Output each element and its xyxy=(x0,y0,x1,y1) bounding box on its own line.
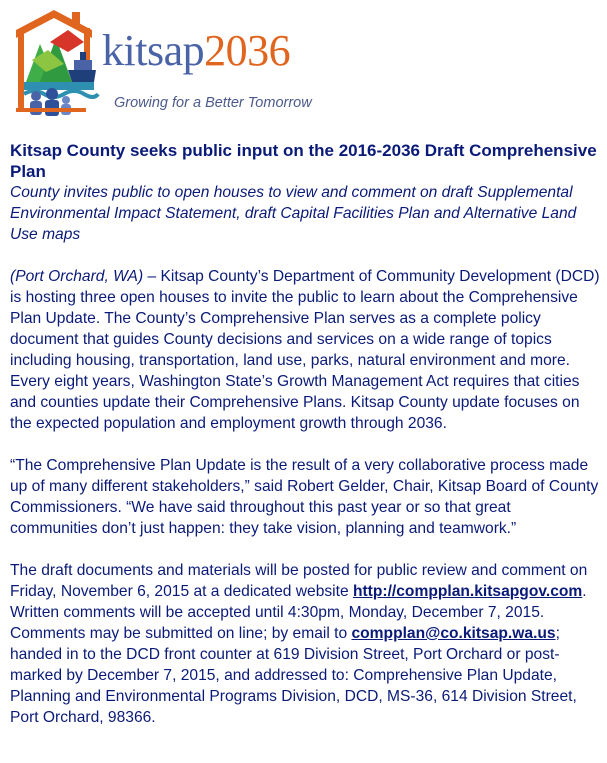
paragraph-comments xyxy=(10,560,600,728)
dateline: (Port Orchard, WA) xyxy=(10,268,144,285)
paragraph-comments-part3: ; handed in to the DCD front counter at 619 Division Street, Port Orchard or post-marked by December 7, 2015, and addressed to: Comprehensive Plan Update, Planning and Environmental Programs Division, DCD, MS-36, 614 Division Street, Port Orchard, 98366. xyxy=(10,625,577,726)
spacer xyxy=(10,539,600,560)
spacer xyxy=(10,245,600,266)
email-link[interactable]: compplan@co.kitsap.wa.us xyxy=(351,625,556,642)
logo-tagline: Growing for a Better Tomorrow xyxy=(114,95,312,111)
paragraph-intro-body: – Kitsap County’s Department of Community Development (DCD) is hosting three open houses to invite the public to learn about the Comprehensive Plan Update. The County’s Comprehensive Plan serves as a complete policy document that guides County decisions and services on a wide range of topics including housing, transportation, land use, parks, natural environment and more. Every eight years, Washington State’s Growth Management Act requires that cities and counties update their Comprehensive Plans. Kitsap County update focuses on the expected population and employment growth through 2036. xyxy=(10,268,600,432)
spacer xyxy=(10,434,600,455)
article-subhead: County invites public to open houses to view and comment on draft Supplemental Environmental Impact Statement, draft Capital Facilities Plan and Alternative Land Use maps xyxy=(10,184,577,243)
article-headline: Kitsap County seeks public input on the 2016-2036 Draft Comprehensive Plan xyxy=(10,141,597,181)
website-link[interactable]: http://compplan.kitsapgov.com xyxy=(352,583,583,600)
press-release-page xyxy=(10,0,600,728)
logo-word-kitsap: kitsap xyxy=(102,26,205,75)
paragraph-quote: “The Comprehensive Plan Update is the result of a very collaborative process made up of many different stakeholders,” said Robert Gelder, Chair, Kitsap Board of County Commissioners. “We have said throughout this past year or so that great communities don’t just happen: they take vision, planning and teamwork.” xyxy=(10,457,599,537)
logo-wordmark xyxy=(102,26,290,76)
kitsap-house-tree-ferry-icon xyxy=(10,8,100,118)
logo-word-2036: 2036 xyxy=(204,26,291,75)
paragraph-comments-part2: . Written comments will be accepted until 4:30pm, Monday, December 7, 2015. Comments may be submitted on line; by email to xyxy=(10,583,587,642)
paragraph-intro xyxy=(10,266,600,434)
kitsap2036-logo xyxy=(10,8,320,126)
paragraph-comments-part1: The draft documents and materials will be posted for public review and comment on Friday, November 6, 2015 at a dedicated website xyxy=(10,562,588,600)
